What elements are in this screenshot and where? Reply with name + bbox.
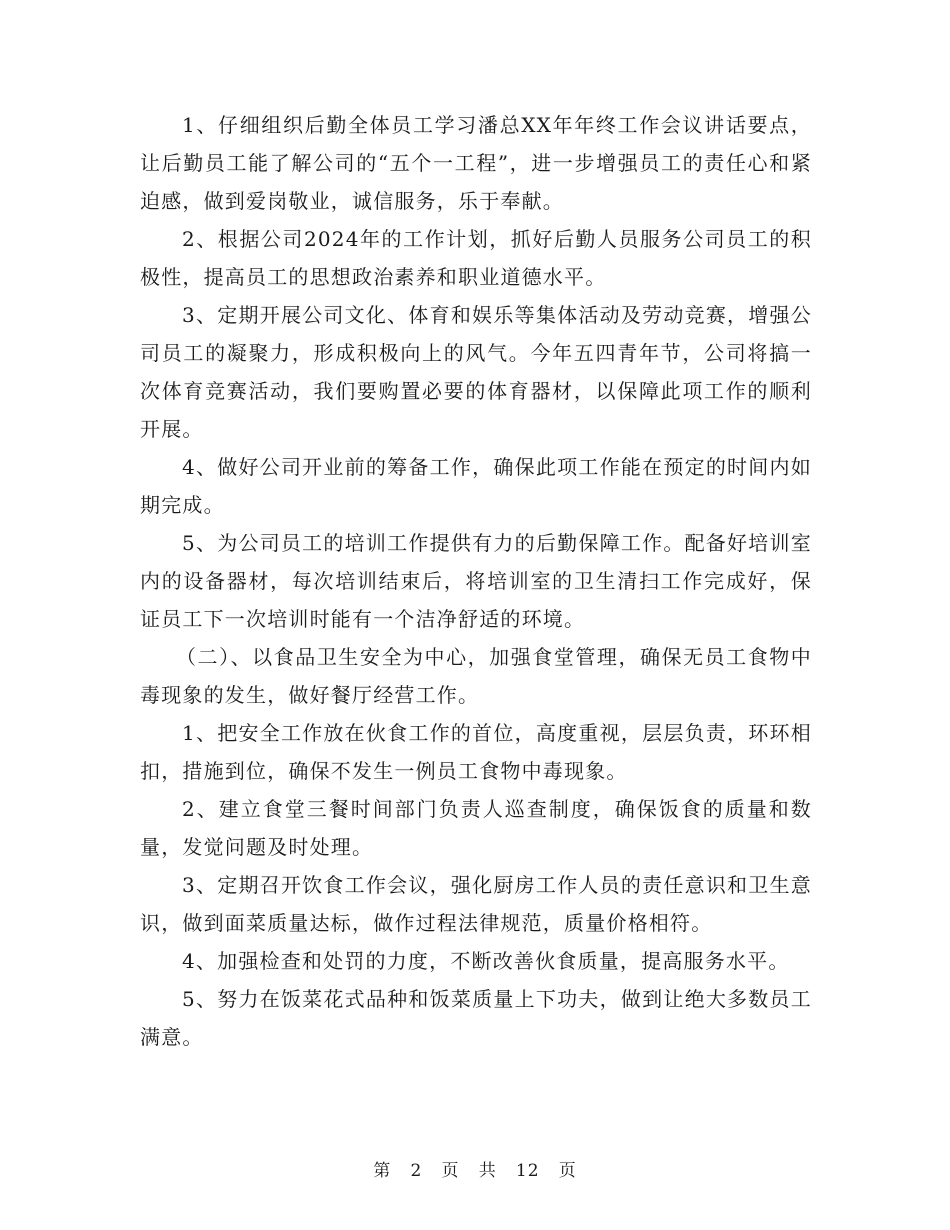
total-label: 共 bbox=[478, 1161, 497, 1181]
document-body bbox=[140, 106, 812, 1056]
paragraph-item-10: 5、努力在饭菜花式品种和饭菜质量上下功夫，做到让绝大多数员工满意。 bbox=[140, 987, 812, 1049]
paragraph-item-5: 5、为公司员工的培训工作提供有力的后勤保障工作。配备好培训室内的设备器材，每次培训结束后，将培训室的卫生清扫工作完成好，保证员工下一次培训时能有一个洁净舒适的环境。 bbox=[140, 531, 812, 631]
total-unit-label: 页 bbox=[558, 1161, 577, 1181]
paragraph-item-9: 4、加强检查和处罚的力度，不断改善伙食质量，提高服务水平。 bbox=[182, 949, 790, 973]
section-heading-2: （二）、以食品卫生安全为中心，加强食堂管理，确保无员工食物中毒现象的发生，做好餐厅经营工作。 bbox=[140, 645, 812, 707]
page-footer bbox=[0, 1156, 950, 1181]
paragraph-item-7: 2、建立食堂三餐时间部门负责人巡查制度，确保饭食的质量和数量，发觉问题及时处理。 bbox=[140, 797, 812, 859]
paragraph-item-8: 3、定期召开饮食工作会议，强化厨房工作人员的责任意识和卫生意识，做到面菜质量达标，做作过程法律规范，质量价格相符。 bbox=[140, 873, 812, 935]
page-unit-label: 页 bbox=[441, 1161, 460, 1181]
page-label: 第 bbox=[373, 1161, 392, 1181]
paragraph-item-1: 1、仔细组织后勤全体员工学习潘总XX年年终工作会议讲话要点，让后勤员工能了解公司的“五个一工程”，进一步增强员工的责任心和紧迫感，做到爱岗敬业，诚信服务，乐于奉献。 bbox=[140, 113, 812, 213]
current-page-number: 2 bbox=[410, 1161, 423, 1181]
paragraph-item-3: 3、定期开展公司文化、体育和娱乐等集体活动及劳动竞赛，增强公司员工的凝聚力，形成积极向上的风气。今年五四青年节，公司将搞一次体育竞赛活动，我们要购置必要的体育器材，以保障此项工作的顺利开展。 bbox=[140, 303, 812, 441]
paragraph-item-6: 1、把安全工作放在伙食工作的首位，高度重视，层层负责，环环相扣，措施到位，确保不发生一例员工食物中毒现象。 bbox=[140, 721, 812, 783]
total-pages-number: 12 bbox=[515, 1161, 540, 1181]
paragraph-item-2: 2、根据公司2024年的工作计划，抓好后勤人员服务公司员工的积极性，提高员工的思想政治素养和职业道德水平。 bbox=[140, 227, 812, 289]
paragraph-item-4: 4、做好公司开业前的筹备工作，确保此项工作能在预定的时间内如期完成。 bbox=[140, 455, 812, 517]
